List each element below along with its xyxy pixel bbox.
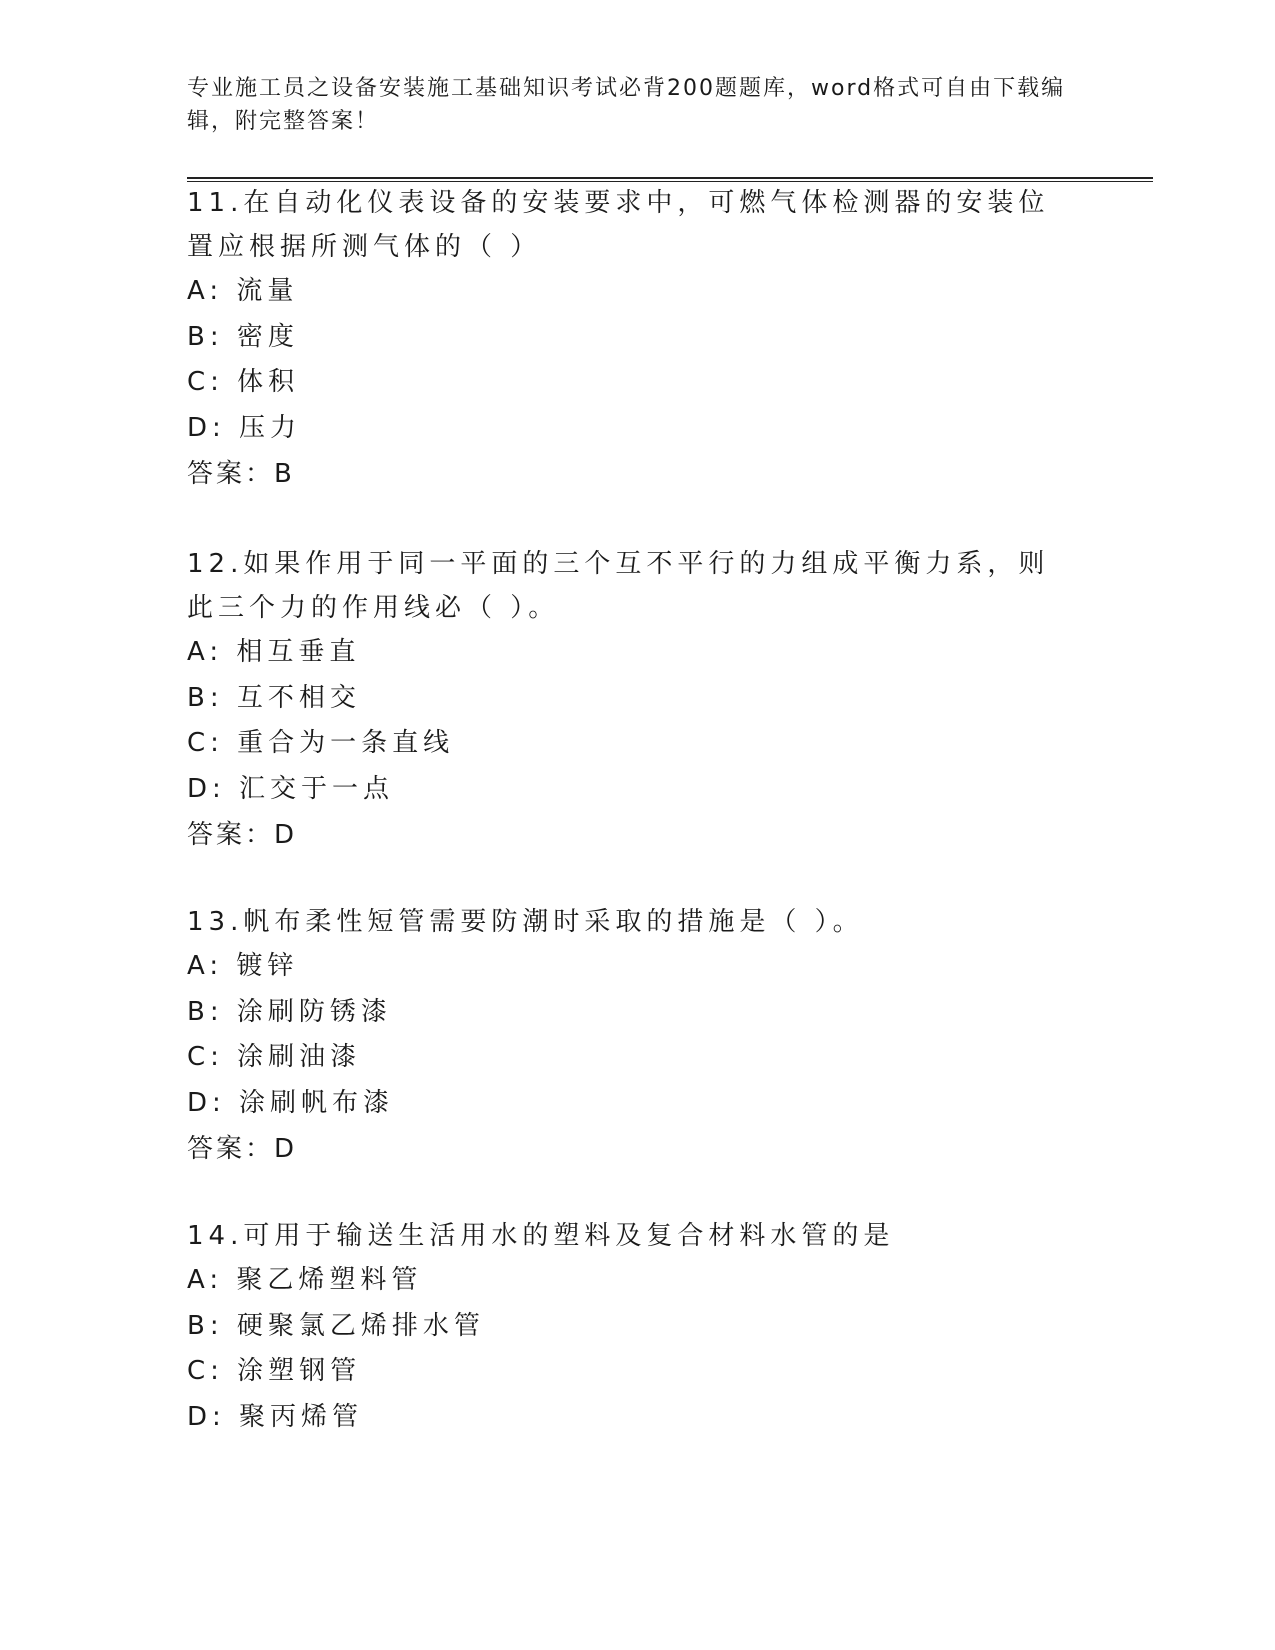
question-block [187,1214,1067,1440]
option-a: A: 聚乙烯塑料管 [187,1265,423,1295]
question-stem: 13.帆布柔性短管需要防潮时采取的措施是（ ）。 [187,907,864,937]
question-block [187,900,1067,1172]
option-d: D: 压力 [187,412,302,443]
answer-line: 答案：D [187,820,298,850]
document-header: 专业施工员之设备安装施工基础知识考试必背200题题库，word格式可自由下载编辑，附完整答案！ [187,76,1066,134]
answer-line: 答案：D [187,1134,298,1164]
option-d: D: 汇交于一点 [187,773,395,804]
option-d: D: 聚丙烯管 [187,1401,364,1432]
option-a: A: 相互垂直 [187,637,361,667]
question-block [187,181,1067,497]
option-c: C: 重合为一条直线 [187,728,455,758]
question-block [187,542,1067,858]
question-stem: 11.在自动化仪表设备的安装要求中，可燃气体检测器的安装位置应根据所测气体的（ ） [187,188,1050,262]
option-b: B: 涂刷防锈漆 [187,996,392,1027]
option-a: A: 流量 [187,276,299,306]
option-c: C: 体积 [187,367,300,397]
option-b: B: 密度 [187,321,299,352]
question-stem: 14.可用于输送生活用水的塑料及复合材料水管的是 [187,1221,895,1251]
option-a: A: 镀锌 [187,951,299,981]
question-stem: 12.如果作用于同一平面的三个互不平行的力组成平衡力系，则此三个力的作用线必（ ）。 [187,549,1050,623]
answer-line: 答案：B [187,459,295,489]
option-c: C: 涂塑钢管 [187,1356,362,1386]
option-d: D: 涂刷帆布漆 [187,1087,395,1118]
option-b: B: 硬聚氯乙烯排水管 [187,1310,485,1341]
option-b: B: 互不相交 [187,682,361,713]
option-c: C: 涂刷油漆 [187,1042,362,1072]
